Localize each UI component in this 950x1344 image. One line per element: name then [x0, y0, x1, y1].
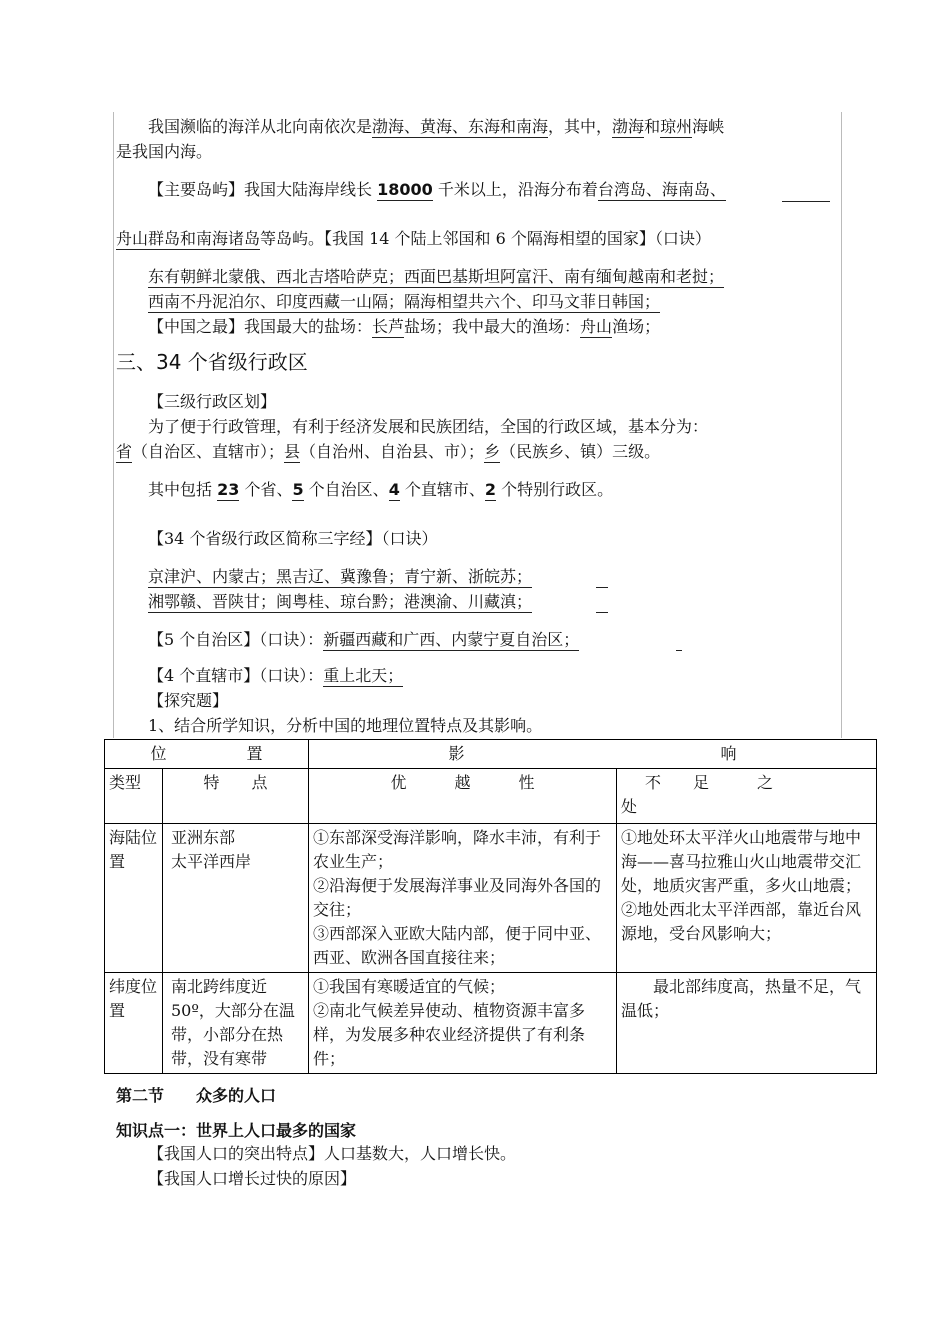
text: 个省、 — [239, 480, 293, 499]
qiongzhou-answer: 琼州 — [660, 117, 693, 136]
seas-paragraph — [148, 116, 724, 138]
knowledge-point-title: 知识点一：世界上人口最多的国家 — [116, 1121, 357, 1140]
neighbors-line-1 — [148, 266, 724, 288]
text: 渔场； — [612, 317, 661, 336]
header-advantage: 优 越 性 — [309, 769, 617, 824]
admin-label: 【三级行政区划】 — [148, 392, 277, 411]
text: 和 — [644, 117, 661, 136]
islands-answer-2: 舟山群岛和南海诸岛 — [116, 229, 261, 248]
level-county: 县 — [284, 442, 301, 461]
table-row — [105, 824, 877, 973]
text: 其中包括 — [148, 480, 218, 499]
mnemonic: 湘鄂赣、晋陕甘；闽粤桂、琼台黔；港澳渝、川藏滇； — [148, 592, 533, 611]
text: 【5 个自治区】（口诀）： — [148, 630, 324, 649]
text: 千米以上，沿海分布着 — [432, 180, 598, 199]
header-disadvantage — [617, 769, 877, 824]
explore-label: 【探究题】 — [148, 691, 229, 710]
fill-line — [596, 612, 608, 613]
table-row — [105, 973, 877, 1074]
islands-paragraph — [148, 179, 726, 201]
abbr-line-1 — [148, 566, 532, 588]
fill-line — [596, 587, 608, 588]
admin-counts — [148, 479, 613, 501]
text: 【我国人口的突出特点】 — [148, 1144, 325, 1163]
row-type: 纬度位置 — [105, 973, 163, 1074]
header-position: 位 置 — [105, 740, 309, 769]
section-title: 第二节 众多的人口 — [116, 1086, 277, 1105]
text: ，其中， — [548, 117, 613, 136]
text: 盐场；我中最大的渔场： — [404, 317, 581, 336]
text: 个特别行政区。 — [496, 480, 614, 499]
coastline-length: 18000 — [377, 180, 433, 199]
neighbors-line-2 — [148, 291, 660, 313]
admin-paragraph: 为了便于行政管理，有利于经济发展和民族团结，全国的行政区域，基本分为： — [148, 417, 709, 436]
seas-paragraph-end: 是我国内海。 — [116, 142, 213, 161]
fishery-answer: 舟山 — [580, 317, 613, 336]
row-advantage: ①东部深受海洋影响，降水丰沛，有利于农业生产； ②沿海便于发展海洋事业及同海外各国的交往； ③西部深入亚欧大陆内部，便于同中亚、西亚、欧洲各国直接往来； — [309, 824, 617, 973]
bohai-answer: 渤海 — [612, 117, 645, 136]
china-most — [148, 316, 660, 338]
mnemonic: 重上北天； — [323, 666, 404, 685]
text: 个自治区、 — [303, 480, 389, 499]
row-type: 海陆位置 — [105, 824, 163, 973]
province-count: 23 — [217, 480, 240, 499]
mnemonic: 东有朝鲜北蒙俄、西北吉塔哈萨克；西面巴基斯坦阿富汗、南有缅甸越南和老挝； — [148, 267, 725, 286]
level-province: 省 — [116, 442, 133, 461]
text: 等岛屿。【我国 14 个陆上邻国和 6 个隔海相望的国家】（口诀） — [260, 229, 711, 248]
text: 不 足 之 — [645, 773, 774, 792]
islands-paragraph-2 — [116, 228, 711, 250]
text: （自治州、自治县、市）； — [300, 442, 485, 461]
autonomous-regions — [148, 629, 579, 651]
row-disadvantage: 最北部纬度高，热量不足，气温低； — [617, 973, 877, 1074]
text: （民族乡、镇）三级。 — [500, 442, 661, 461]
population-growth-label: 【我国人口增长过快的原因】 — [148, 1169, 357, 1188]
header-effect: 影 响 — [309, 740, 877, 769]
fill-line — [676, 650, 682, 651]
islands-answer: 台湾岛、海南岛、 — [597, 180, 726, 199]
sar-count: 2 — [484, 480, 497, 499]
text: 【中国之最】我国最大的盐场： — [148, 317, 373, 336]
level-township: 乡 — [484, 442, 501, 461]
mnemonic: 京津沪、内蒙古；黑吉辽、冀豫鲁；青宁新、浙皖苏； — [148, 567, 533, 586]
abbr-line-2 — [148, 591, 532, 613]
header-feature: 特 点 — [163, 769, 309, 824]
islands-label: 【主要岛屿】我国大陆海岸线长 — [148, 180, 378, 199]
text: 海峡 — [692, 117, 725, 136]
municipalities — [148, 665, 403, 687]
text: 人口基数大，人口增长快。 — [324, 1144, 517, 1163]
explore-question: 1、结合所学知识，分析中国的地理位置特点及其影响。 — [148, 716, 543, 735]
seas-answer: 渤海、黄海、东海和南海 — [372, 117, 549, 136]
municipality-count: 4 — [388, 480, 400, 499]
text: （自治区、直辖市）； — [132, 442, 285, 461]
fill-line — [782, 201, 830, 202]
salt-answer: 长芦 — [372, 317, 405, 336]
row-disadvantage: ①地处环太平洋火山地震带与地中海——喜马拉雅山火山地震带交汇处，地质灾害严重，多火山地震； ②地处西北太平洋西部，靠近台风源地，受台风影响大； — [617, 824, 877, 973]
population-features — [148, 1143, 516, 1165]
abbr-label: 【34 个省级行政区简称三字经】（口诀） — [148, 529, 438, 548]
header-type: 类型 — [105, 769, 163, 824]
row-feature: 亚洲东部 太平洋西岸 — [163, 824, 309, 973]
text: 我国濒临的海洋从北向南依次是 — [148, 117, 373, 136]
row-advantage: ①我国有寒暖适宜的气候； ②南北气候差异使动、植物资源丰富多样，为发展多种农业经济提供了有利条件； — [309, 973, 617, 1074]
text: 处 — [621, 797, 638, 816]
text: 个直辖市、 — [399, 480, 485, 499]
section-heading: 三、34 个省级行政区 — [116, 350, 308, 374]
location-table — [104, 739, 877, 1074]
autonomous-count: 5 — [292, 480, 304, 499]
mnemonic: 新疆西藏和广西、内蒙宁夏自治区； — [323, 630, 580, 649]
admin-levels — [116, 441, 660, 463]
text: 【4 个直辖市】（口诀）： — [148, 666, 324, 685]
row-feature: 南北跨纬度近 50º，大部分在温带，小部分在热带，没有寒带 — [163, 973, 309, 1074]
mnemonic: 西南不丹泥泊尔、印度西藏一山隔；隔海相望共六个、印马文菲日韩国； — [148, 292, 661, 311]
